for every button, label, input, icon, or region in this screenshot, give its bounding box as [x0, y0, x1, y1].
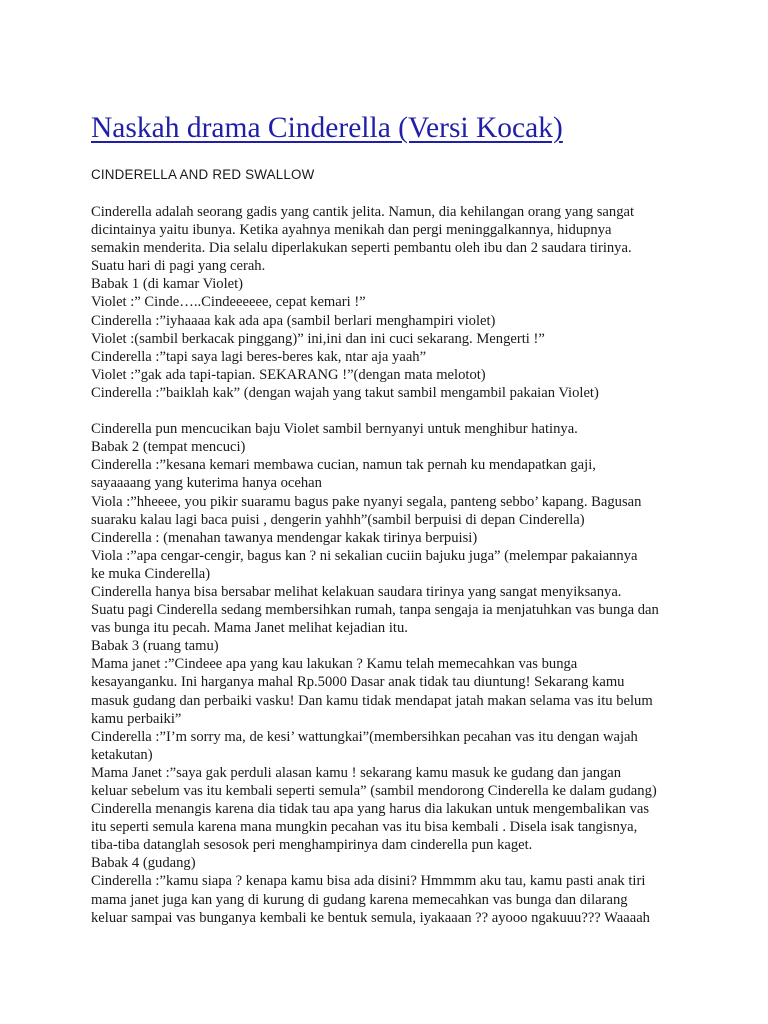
text-line: ke muka Cinderella) — [91, 565, 211, 582]
text-line: Violet :” Cinde…..Cindeeeeee, cepat kemari !” — [91, 294, 366, 311]
document-body — [91, 203, 691, 927]
blank-line — [91, 402, 691, 420]
text-line: Cinderella adalah seorang gadis yang cantik jelita. Namun, dia kehilangan orang yang sangat — [91, 204, 635, 220]
text-line: Suatu hari di pagi yang cerah. — [91, 258, 266, 275]
text-line: ketakutan) — [91, 746, 153, 763]
text-line: Cinderella :”kamu siapa ? kenapa kamu bisa ada disini? Hmmmm aku tau, kamu pasti anak tiri — [91, 873, 646, 890]
text-line: Mama janet :”Cindeee apa yang kau lakukan ? Kamu telah memecahkan vas bunga — [91, 656, 578, 673]
text-line: Cinderella :”baiklah kak” (dengan wajah yang takut sambil mengambil pakaian Violet) — [91, 384, 599, 401]
text-line: Viola :”apa cengar-cengir, bagus kan ? ni sekalian cuciin bajuku juga” (melempar pakaiannya — [91, 547, 638, 564]
text-line: Cinderella :”tapi saya lagi beres-beres kak, ntar aja yaah” — [91, 348, 427, 365]
document-subtitle: CINDERELLA AND RED SWALLOW — [91, 167, 315, 182]
text-line: itu seperti semula karena mana mungkin pecahan vas itu bisa kembali . Disela isak tangisnya, — [91, 819, 638, 836]
text-line: keluar sebelum vas itu kembali seperti semula” (sambil mendorong Cinderella ke dalam gudang) — [91, 783, 657, 799]
document-page — [91, 110, 691, 926]
text-line: sayaaaang yang kuterima hanya ocehan — [91, 475, 322, 492]
text-line: kesayanganku. Ini harganya mahal Rp.5000 Dasar anak tidak tau diuntung! Sekarang kamu — [91, 674, 625, 691]
text-line: dicintainya yaitu ibunya. Ketika ayahnya menikah dan pergi meninggalkannya, hidupnya — [91, 222, 612, 239]
text-line: mama janet juga kan yang di kurung di gudang karena memecahkan vas bunga dan dilarang — [91, 891, 628, 908]
text-line: keluar sampai vas bunganya kembali ke bentuk semula, iyakaaan ?? ayooo ngakuuu??? Waaaah — [91, 909, 650, 926]
text-line: Cinderella :”iyhaaaa kak ada apa (sambil berlari menghampiri violet) — [91, 312, 496, 329]
text-line: Mama Janet :”saya gak perduli alasan kamu ! sekarang kamu masuk ke gudang dan jangan — [91, 764, 622, 781]
text-line: Cinderella pun mencucikan baju Violet sambil bernyanyi untuk menghibur hatinya. — [91, 421, 578, 438]
text-line: Violet :”gak ada tapi-tapian. SEKARANG !”(dengan mata melotot) — [91, 366, 486, 383]
text-line: Cinderella hanya bisa bersabar melihat kelakuan saudara tirinya yang sangat menyiksanya. — [91, 583, 622, 600]
document-title[interactable]: Naskah drama Cinderella (Versi Kocak) — [91, 112, 563, 144]
text-line: Violet :(sambil berkacak pinggang)” ini,ini dan ini cuci sekarang. Mengerti !” — [91, 330, 545, 347]
text-line: Cinderella :”kesana kemari membawa cucian, namun tak pernah ku mendapatkan gaji, — [91, 457, 596, 474]
text-line: Babak 4 (gudang) — [91, 855, 196, 872]
text-line: Viola :”hheeee, you pikir suaramu bagus pake nyanyi segala, panteng sebbo’ kapang. Bagusan — [91, 493, 642, 510]
text-line: masuk gudang dan perbaiki vasku! Dan kamu tidak mendapat jatah makan selama vas itu belum — [91, 692, 653, 709]
text-line: kamu perbaiki” — [91, 710, 182, 727]
text-line: Suatu pagi Cinderella sedang membersihkan rumah, tanpa sengaja ia menjatuhkan vas bunga dan — [91, 602, 659, 619]
text-line: semakin menderita. Dia selalu diperlakukan seperti pembantu oleh ibu dan 2 saudara tirinya. — [91, 240, 632, 257]
text-line: Cinderella : (menahan tawanya mendengar kakak tirinya berpuisi) — [91, 529, 478, 546]
text-line: Babak 1 (di kamar Violet) — [91, 276, 244, 293]
text-line: Cinderella :”I’m sorry ma, de kesi’ wattungkai”(membersihkan pecahan vas itu dengan wajah — [91, 728, 638, 745]
text-line: Babak 3 (ruang tamu) — [91, 638, 219, 655]
text-line: suaraku kalau lagi baca puisi , dengerin yahhh”(sambil berpuisi di depan Cinderella) — [91, 511, 585, 528]
text-line: tiba-tiba datanglah sesosok peri menghampirinya dam cinderella pun kaget. — [91, 837, 533, 854]
text-line: vas bunga itu pecah. Mama Janet melihat kejadian itu. — [91, 620, 408, 637]
text-line: Babak 2 (tempat mencuci) — [91, 439, 246, 456]
text-line: Cinderella menangis karena dia tidak tau apa yang harus dia lakukan untuk mengembalikan vas — [91, 801, 650, 818]
